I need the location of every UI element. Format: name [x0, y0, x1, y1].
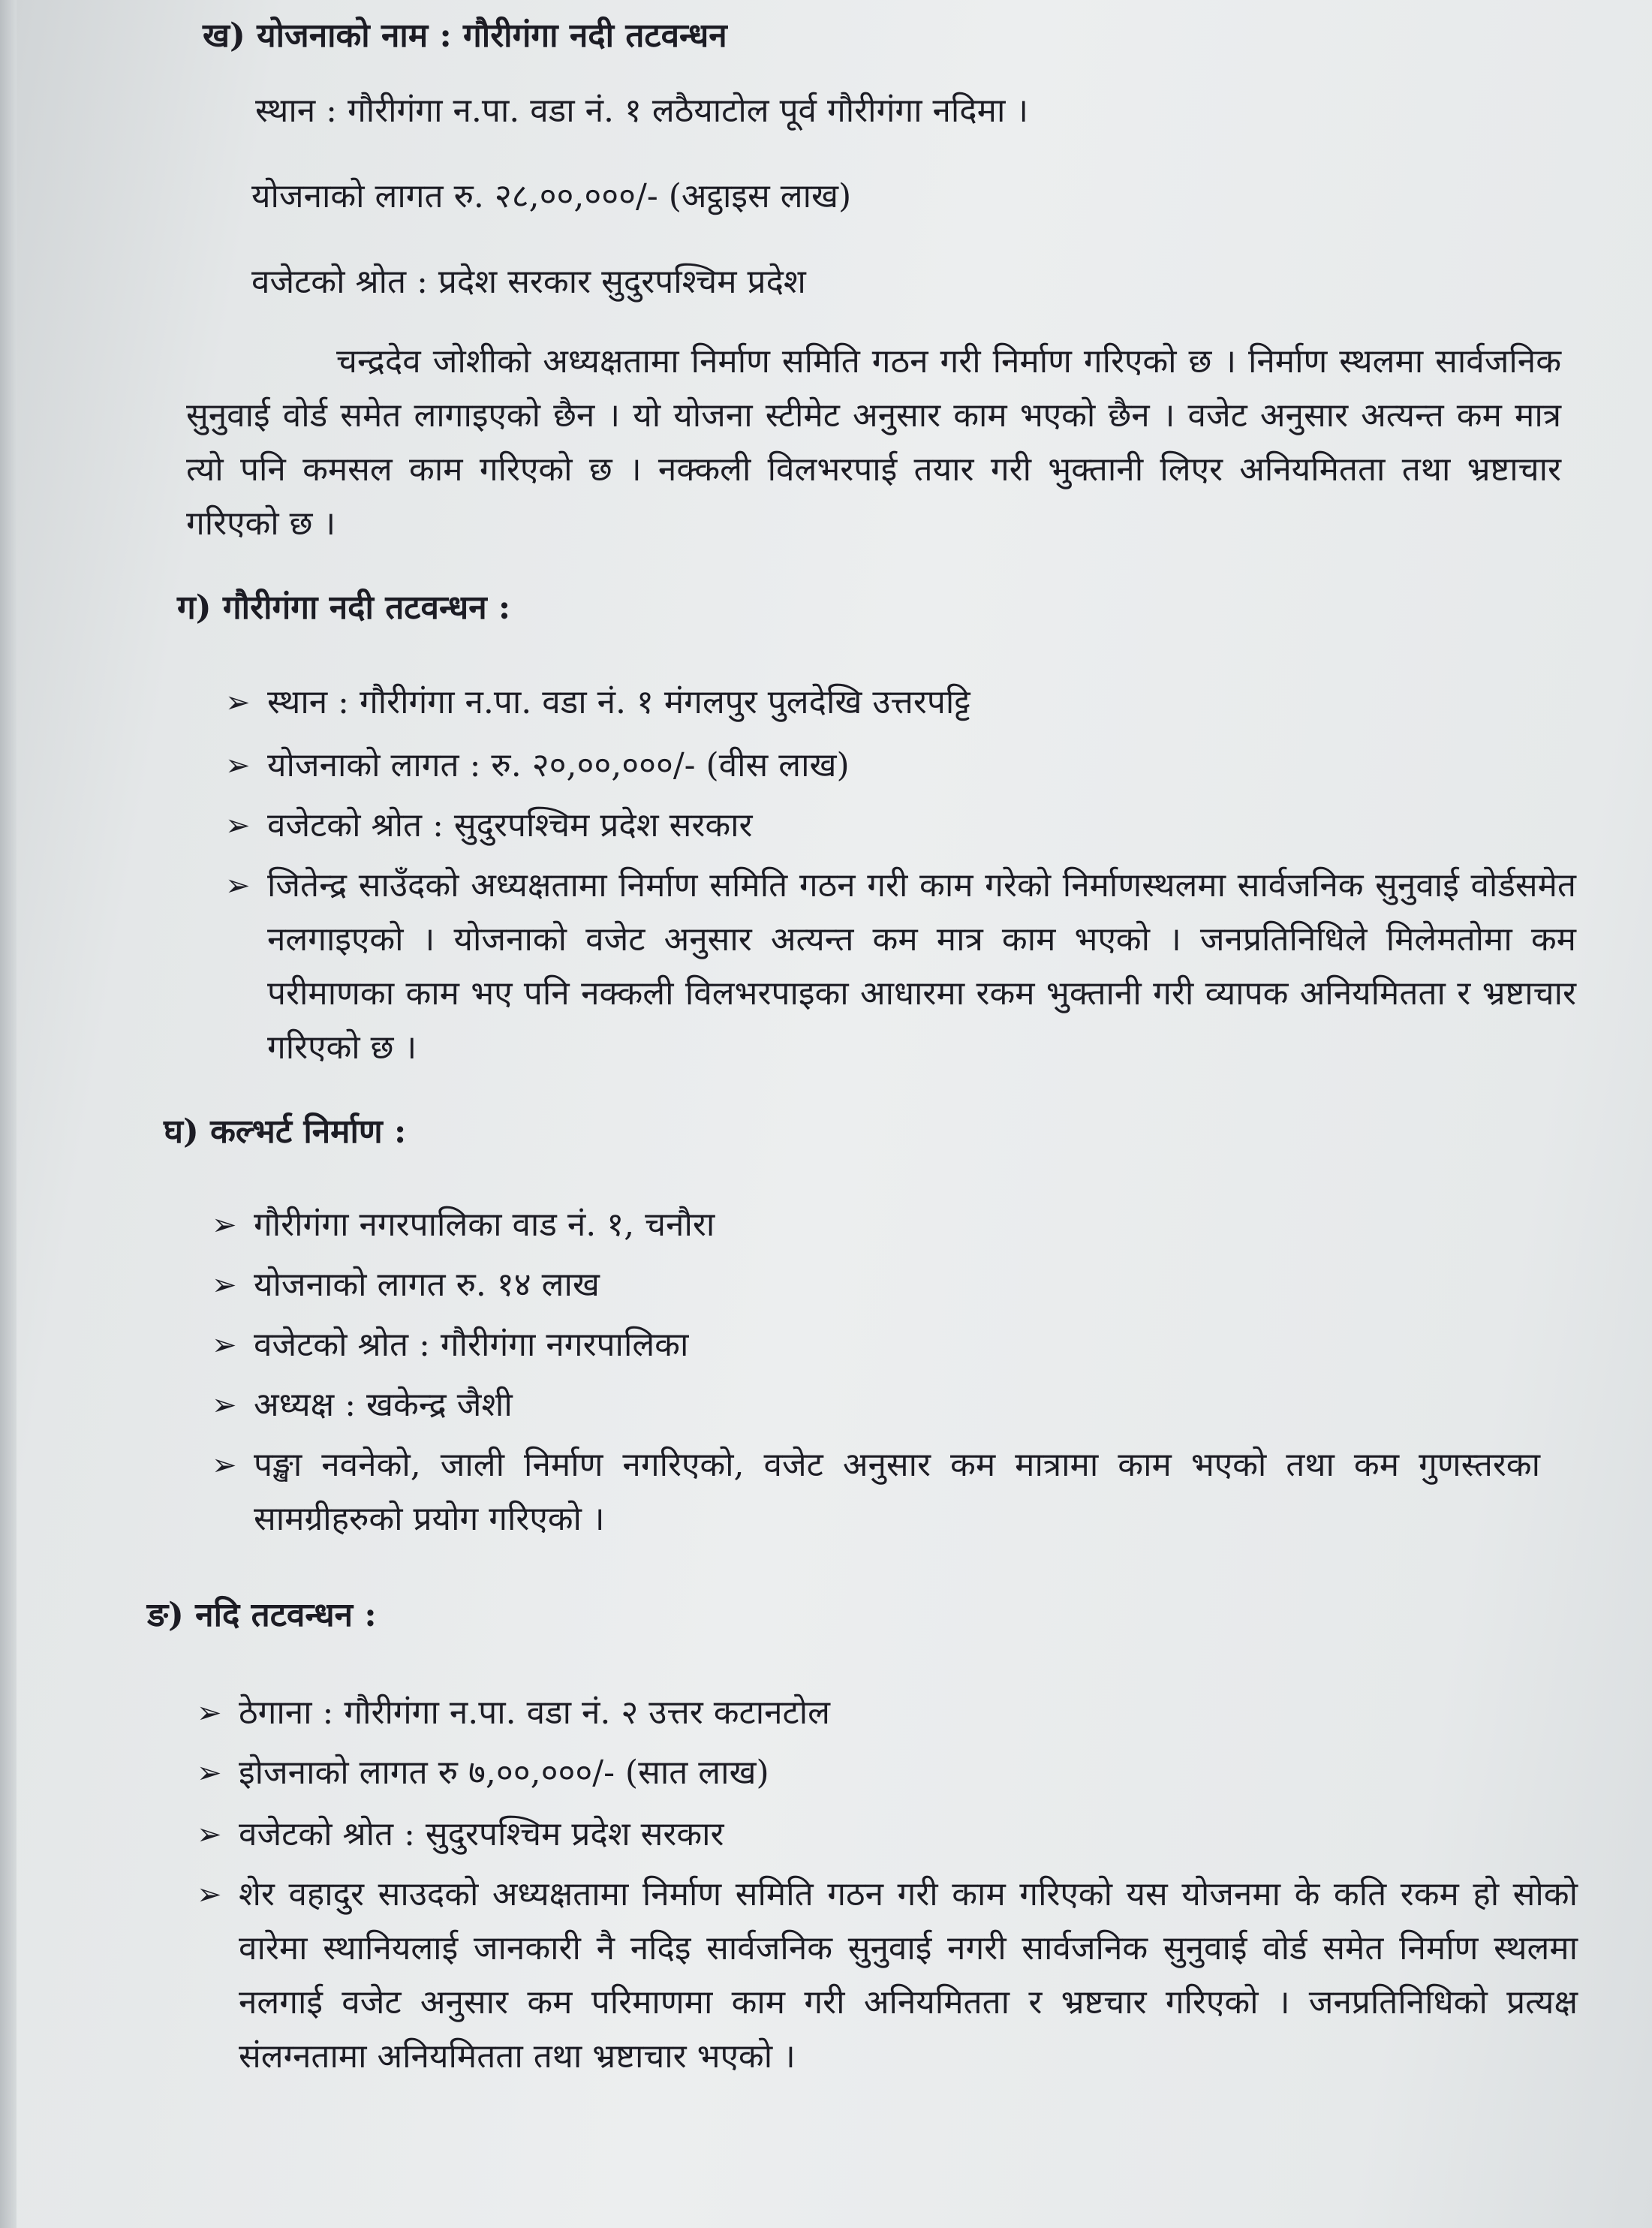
list-item: [212, 1318, 1563, 1372]
list-item-text: अध्यक्ष : खकेन्द्र जैशी: [254, 1386, 513, 1424]
list-item: [197, 1808, 1578, 1862]
list-item: [197, 1686, 1578, 1740]
list-item-text: योजनाको लागत रु. १४ लाख: [254, 1266, 600, 1304]
section-kha-cost: योजनाको लागत रु. २८,००,०००/- (अट्ठाइस लाख): [251, 177, 852, 215]
section-kha-budget-source: वजेटको श्रोत : प्रदेश सरकार सुदुरपश्चिम प्रदेश: [251, 263, 806, 301]
list-item: [212, 1438, 1540, 1546]
list-item-text: वजेटको श्रोत : गौरीगंगा नगरपालिका: [254, 1326, 689, 1364]
list-item: [212, 1198, 1563, 1252]
list-item: [212, 1378, 1563, 1432]
section-kha-paragraph: चन्द्रदेव जोशीको अध्यक्षतामा निर्माण समिति गठन गरी निर्माण गरिएको छ । निर्माण स्थलमा सार्वजनिक सुनुवाई वोर्ड समेत लागाइएको छैन । यो योजना स्टीमेट अनुसार काम भएको छैन । वजेट अनुसार अत्यन्त कम मात्र त्यो पनि कमसल काम गरिएको छ । नक्कली विलभरपाई तयार गरी भुक्तानी लिएर अनियमितता तथा भ्रष्टाचार गरिएको छ ।: [186, 342, 1561, 543]
arrow-bullet-icon: ➢: [225, 685, 251, 720]
list-item: [197, 1868, 1578, 2084]
list-item: [212, 1258, 1563, 1312]
arrow-bullet-icon: ➢: [197, 1756, 222, 1790]
list-item-text: पङ्खा नवनेको, जाली निर्माण नगरिएको, वजेट अनुसार कम मात्रामा काम भएको तथा कम गुणस्तरका सामग्रीहरुको प्रयोग गरिएको ।: [254, 1446, 1540, 1538]
list-item-text: वजेटको श्रोत : सुदुरपश्चिम प्रदेश सरकार: [267, 806, 753, 845]
arrow-bullet-icon: ➢: [212, 1388, 237, 1423]
section-gha-heading: घ) कल्भर्ट निर्माण :: [164, 1112, 407, 1151]
list-item-text: स्थान : गौरीगंगा न.पा. वडा नं. १ मंगलपुर पुलदेखि उत्तरपट्टि: [267, 683, 970, 721]
list-item-text: ठेगाना : गौरीगंगा न.पा. वडा नं. २ उत्तर कटानटोल: [239, 1694, 830, 1732]
list-item: [197, 1746, 1578, 1800]
arrow-bullet-icon: ➢: [197, 1877, 222, 1912]
section-kha-location: स्थान : गौरीगंगा न.पा. वडा नं. १ लठैयाटोल पूर्व गौरीगंगा नदिमा ।: [255, 92, 1029, 130]
arrow-bullet-icon: ➢: [212, 1448, 237, 1483]
arrow-bullet-icon: ➢: [212, 1268, 237, 1302]
arrow-bullet-icon: ➢: [225, 869, 251, 903]
section-nga-heading: ङ) नदि तटवन्धन :: [147, 1596, 377, 1634]
arrow-bullet-icon: ➢: [197, 1817, 222, 1852]
list-item-text: इोजनाको लागत रु ७,००,०००/- (सात लाख): [239, 1754, 769, 1792]
arrow-bullet-icon: ➢: [225, 748, 251, 783]
arrow-bullet-icon: ➢: [197, 1696, 222, 1730]
list-item-text: वजेटको श्रोत : सुदुरपश्चिम प्रदेश सरकार: [239, 1815, 724, 1853]
section-ga-heading: ग) गौरीगंगा नदी तटवन्धन :: [177, 589, 511, 627]
list-item-text: जितेन्द्र साउँदको अध्यक्षतामा निर्माण समिति गठन गरी काम गरेको निर्माणस्थलमा सार्वजनिक सुनुवाई वोर्डसमेत नलगाइएको । योजनाको वजेट अनुसार अत्यन्त कम मात्र काम भएको । जनप्रतिनिधिले मिलेमतोमा कम परीमाणका काम भए पनि नक्कली विलभरपाइका आधारमा रकम भुक्तानी गरी व्यापक अनियमितता र भ्रष्टाचार गरिएको छ ।: [267, 866, 1576, 1067]
list-item-text: शेर वहादुर साउदको अध्यक्षतामा निर्माण समिति गठन गरी काम गरिएको यस योजनमा के कति रकम हो सोको वारेमा स्थानियलाई जानकारी नै नदिइ सार्वजनिक सुनुवाई नगरी सार्वजनिक सुनुवाई वोर्ड समेत निर्माण स्थलमा नलगाई वजेट अनुसार कम परिमाणमा काम गरी अनियमितता र भ्रष्टचार गरिएको । जनप्रतिनिधिको प्रत्यक्ष संलग्नतामा अनियमितता तथा भ्रष्टाचार भएको ।: [239, 1875, 1578, 2076]
list-item-text: गौरीगंगा नगरपालिका वाड नं. १, चनौरा: [254, 1206, 715, 1244]
arrow-bullet-icon: ➢: [212, 1328, 237, 1362]
list-item-text: योजनाको लागत : रु. २०,००,०००/- (वीस लाख): [267, 746, 850, 784]
list-item: [225, 676, 1576, 730]
arrow-bullet-icon: ➢: [225, 808, 251, 843]
list-item: [225, 739, 1576, 793]
section-kha-heading: ख) योजनाको नाम : गौरीगंगा नदी तटवन्धन: [203, 17, 727, 55]
list-item: [225, 799, 1576, 853]
arrow-bullet-icon: ➢: [212, 1208, 237, 1242]
page-fold-shadow: [0, 0, 17, 2228]
list-item: [225, 859, 1576, 1075]
